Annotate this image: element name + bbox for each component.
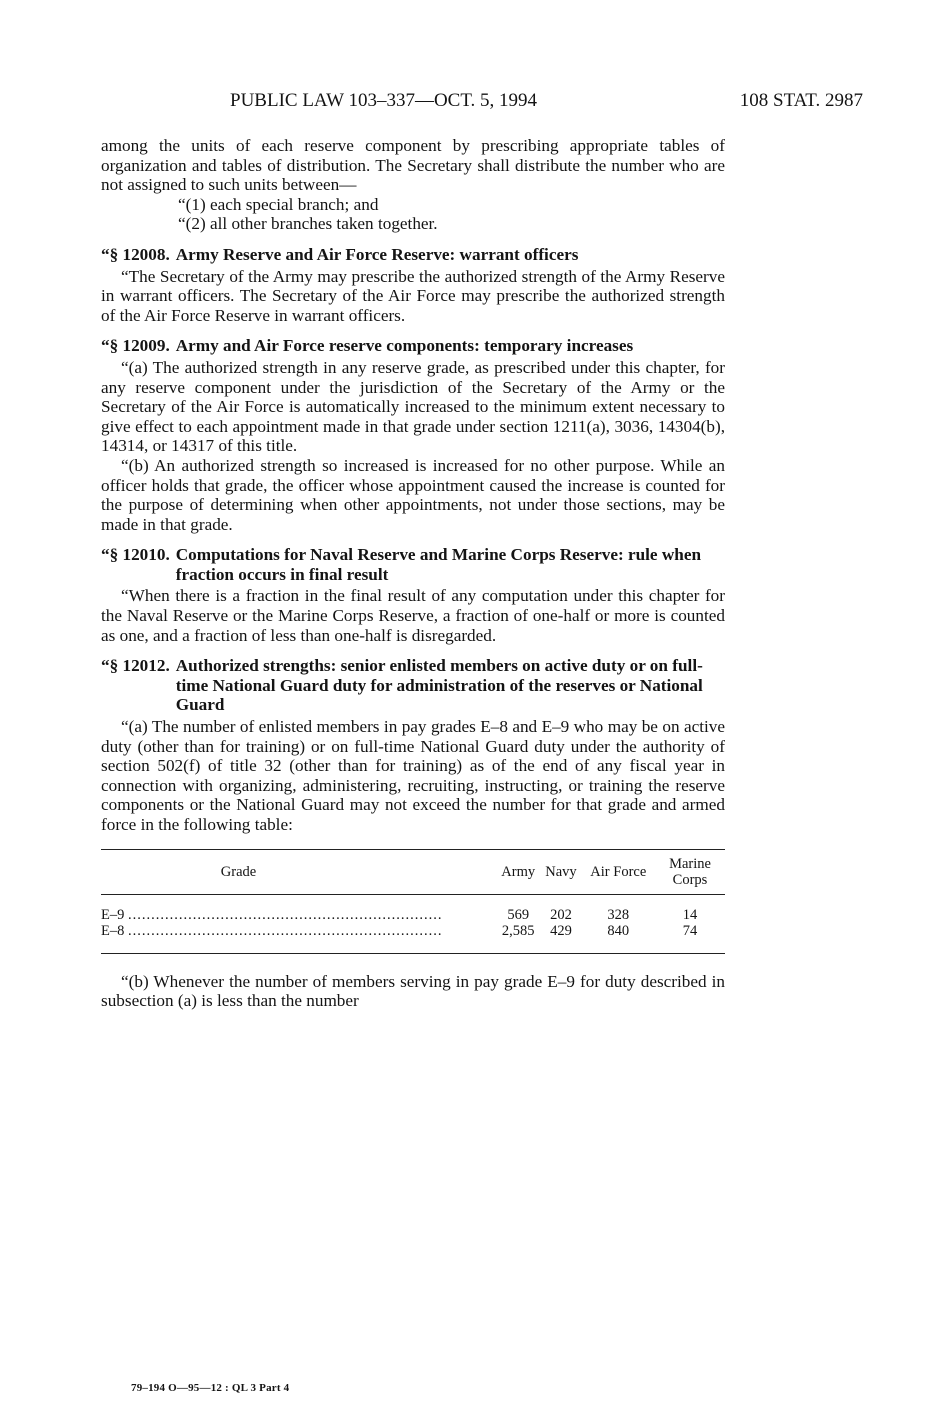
cell-marine-corps: 74 xyxy=(655,923,725,954)
section-12009 xyxy=(101,336,725,534)
cell-navy: 429 xyxy=(540,923,581,954)
section-title: Army and Air Force reserve components: temporary increases xyxy=(175,336,634,356)
section-paragraph: “When there is a fraction in the final result of any computation under this chapter for the Naval Reserve or the Marine Corps Reserve, a fraction of one-half or more is counted as one, and a fraction of less than one-half is disregarded. xyxy=(101,586,725,645)
header-marine-corps: Marine Corps xyxy=(655,849,725,894)
table-row xyxy=(101,923,725,954)
cell-army: 2,585 xyxy=(496,923,540,954)
section-number: “§ 12012. xyxy=(101,656,170,676)
cell-marine-corps: 14 xyxy=(682,906,698,923)
header-grade: Grade xyxy=(101,849,496,894)
section-paragraph-b: “(b) Whenever the number of members serving in pay grade E–9 for duty described in subsection (a) is less than the number xyxy=(101,971,725,1011)
grade-label: E–8 xyxy=(101,922,125,939)
section-12012 xyxy=(101,656,725,1011)
strengths-table xyxy=(101,849,725,954)
section-title: Authorized strengths: senior enlisted members on active duty or on full-time National Guard duty for administration of the reserves or National Guard xyxy=(175,656,703,715)
section-paragraph-b: “(b) An authorized strength so increased is increased for no other purpose. While an officer holds that grade, the officer whose appointment caused the increase is counted for the purpose of determining when other appointments, not under those sections, may be made in that grade. xyxy=(101,455,725,534)
dot-leader: .................................................................... xyxy=(127,922,443,939)
cell-grade xyxy=(101,923,496,954)
section-number: “§ 12009. xyxy=(101,336,170,356)
grade-label: E–9 xyxy=(101,906,125,923)
section-title: Army Reserve and Air Force Reserve: warrant officers xyxy=(175,244,579,264)
running-head: PUBLIC LAW 103–337—OCT. 5, 1994 xyxy=(230,90,538,111)
section-paragraph: “The Secretary of the Army may prescribe the authorized strength of the Army Reserve in warrant officers. The Secretary of the Air Force may prescribe the authorized strength of the Air Force Reserve in warrant officers. xyxy=(101,266,725,325)
cell-grade xyxy=(101,894,496,923)
cell-air-force: 328 xyxy=(607,906,630,923)
header-navy: Navy xyxy=(540,849,581,894)
cell-air-force: 840 xyxy=(582,923,655,954)
list-item: “(1) each special branch; and xyxy=(178,194,379,214)
section-paragraph-a: “(a) The authorized strength in any reserve grade, as prescribed under this chapter, for any reserve component under the jurisdiction of the Secretary of the Army or the Secretary of the Air Force is automatically increased to the minimum extent necessary to give effect to each appointment made in that grade under section 1211(a), 3036, 14304(b), 14314, or 14317 of this title. xyxy=(101,357,725,456)
cell-army: 569 xyxy=(507,906,530,923)
section-heading xyxy=(101,656,725,715)
page-header xyxy=(100,90,863,116)
print-code-footer: 79–194 O—95—12 : QL 3 Part 4 xyxy=(131,1382,290,1394)
section-title: Computations for Naval Reserve and Marine Corps Reserve: rule when fraction occurs in final result xyxy=(175,545,702,584)
continuation-paragraph: among the units of each reserve component by prescribing appropriate tables of organization and tables of distribution. The Secretary shall distribute the number who are not assigned to such units between— xyxy=(101,136,725,195)
section-heading xyxy=(101,545,725,584)
section-number: “§ 12010. xyxy=(101,545,170,565)
cell-navy: 202 xyxy=(550,906,572,923)
section-12010 xyxy=(101,545,725,645)
dot-leader: .................................................................... xyxy=(127,906,443,923)
table-row xyxy=(101,894,725,923)
section-heading xyxy=(101,336,725,356)
section-12008 xyxy=(101,245,725,325)
table-header-row xyxy=(101,849,725,894)
section-heading xyxy=(101,245,725,265)
header-air-force: Air Force xyxy=(582,849,655,894)
header-army: Army xyxy=(496,849,540,894)
section-number: “§ 12008. xyxy=(101,244,170,264)
document-body xyxy=(101,136,725,1011)
statute-page-number: 108 STAT. 2987 xyxy=(739,90,863,111)
list-item: “(2) all other branches taken together. xyxy=(178,214,438,234)
section-paragraph-a: “(a) The number of enlisted members in pay grades E–8 and E–9 who may be on active duty (other than for training) or on full-time National Guard duty under the authority of section 502(f) of title 32 (other than for training) as of the end of any fiscal year in connection with organizing, administering, recruiting, instructing, or training the reserve components or the National Guard may not exceed the number for that grade and armed force in the following table: xyxy=(101,717,725,834)
